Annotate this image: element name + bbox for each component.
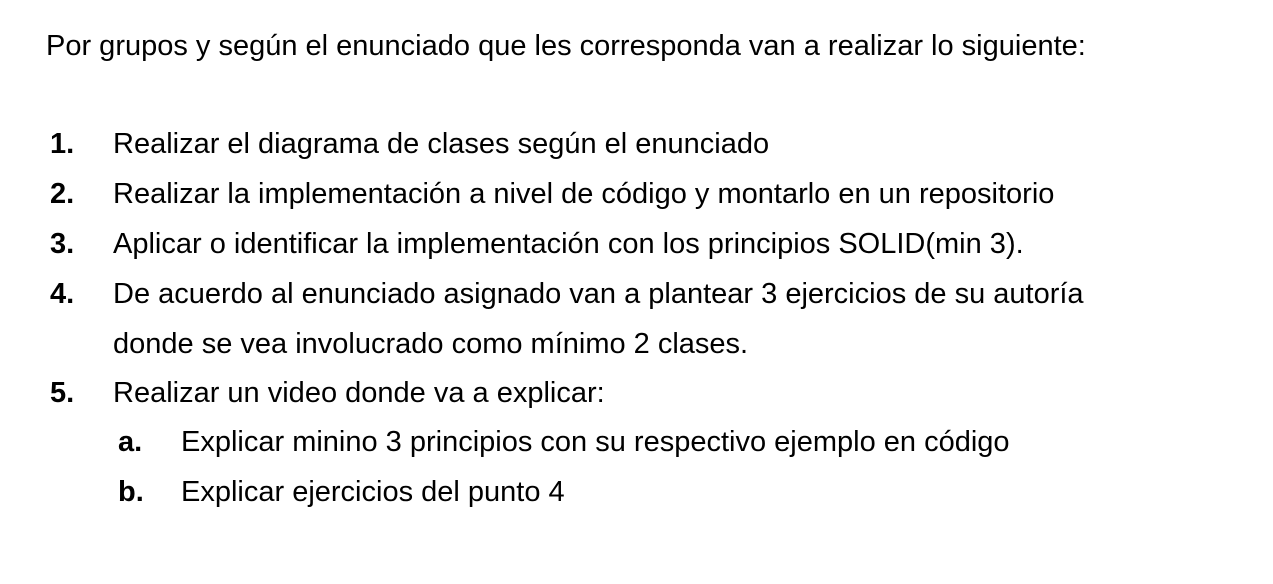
item-text: Realizar el diagrama de clases según el enunciado <box>113 128 770 160</box>
item-number: 4. <box>50 278 75 310</box>
item-text-continuation: donde se vea involucrado como mínimo 2 clases. <box>113 328 749 360</box>
subitem-text: Explicar ejercicios del punto 4 <box>181 476 565 508</box>
subitem-letter: a. <box>118 426 143 458</box>
subitem-letter: b. <box>118 476 144 508</box>
item-text: Aplicar o identificar la implementación con los principios SOLID(min 3). <box>113 228 1024 260</box>
subitem-text: Explicar minino 3 principios con su respectivo ejemplo en código <box>181 426 1010 458</box>
item-number: 1. <box>50 128 75 160</box>
item-number: 2. <box>50 178 75 210</box>
intro-text: Por grupos y según el enunciado que les corresponda van a realizar lo siguiente: <box>46 30 1086 62</box>
item-text: Realizar un video donde va a explicar: <box>113 377 605 409</box>
item-number: 5. <box>50 377 75 409</box>
item-text: Realizar la implementación a nivel de código y montarlo en un repositorio <box>113 178 1055 210</box>
item-number: 3. <box>50 228 75 260</box>
item-text: De acuerdo al enunciado asignado van a plantear 3 ejercicios de su autoría <box>113 278 1084 310</box>
